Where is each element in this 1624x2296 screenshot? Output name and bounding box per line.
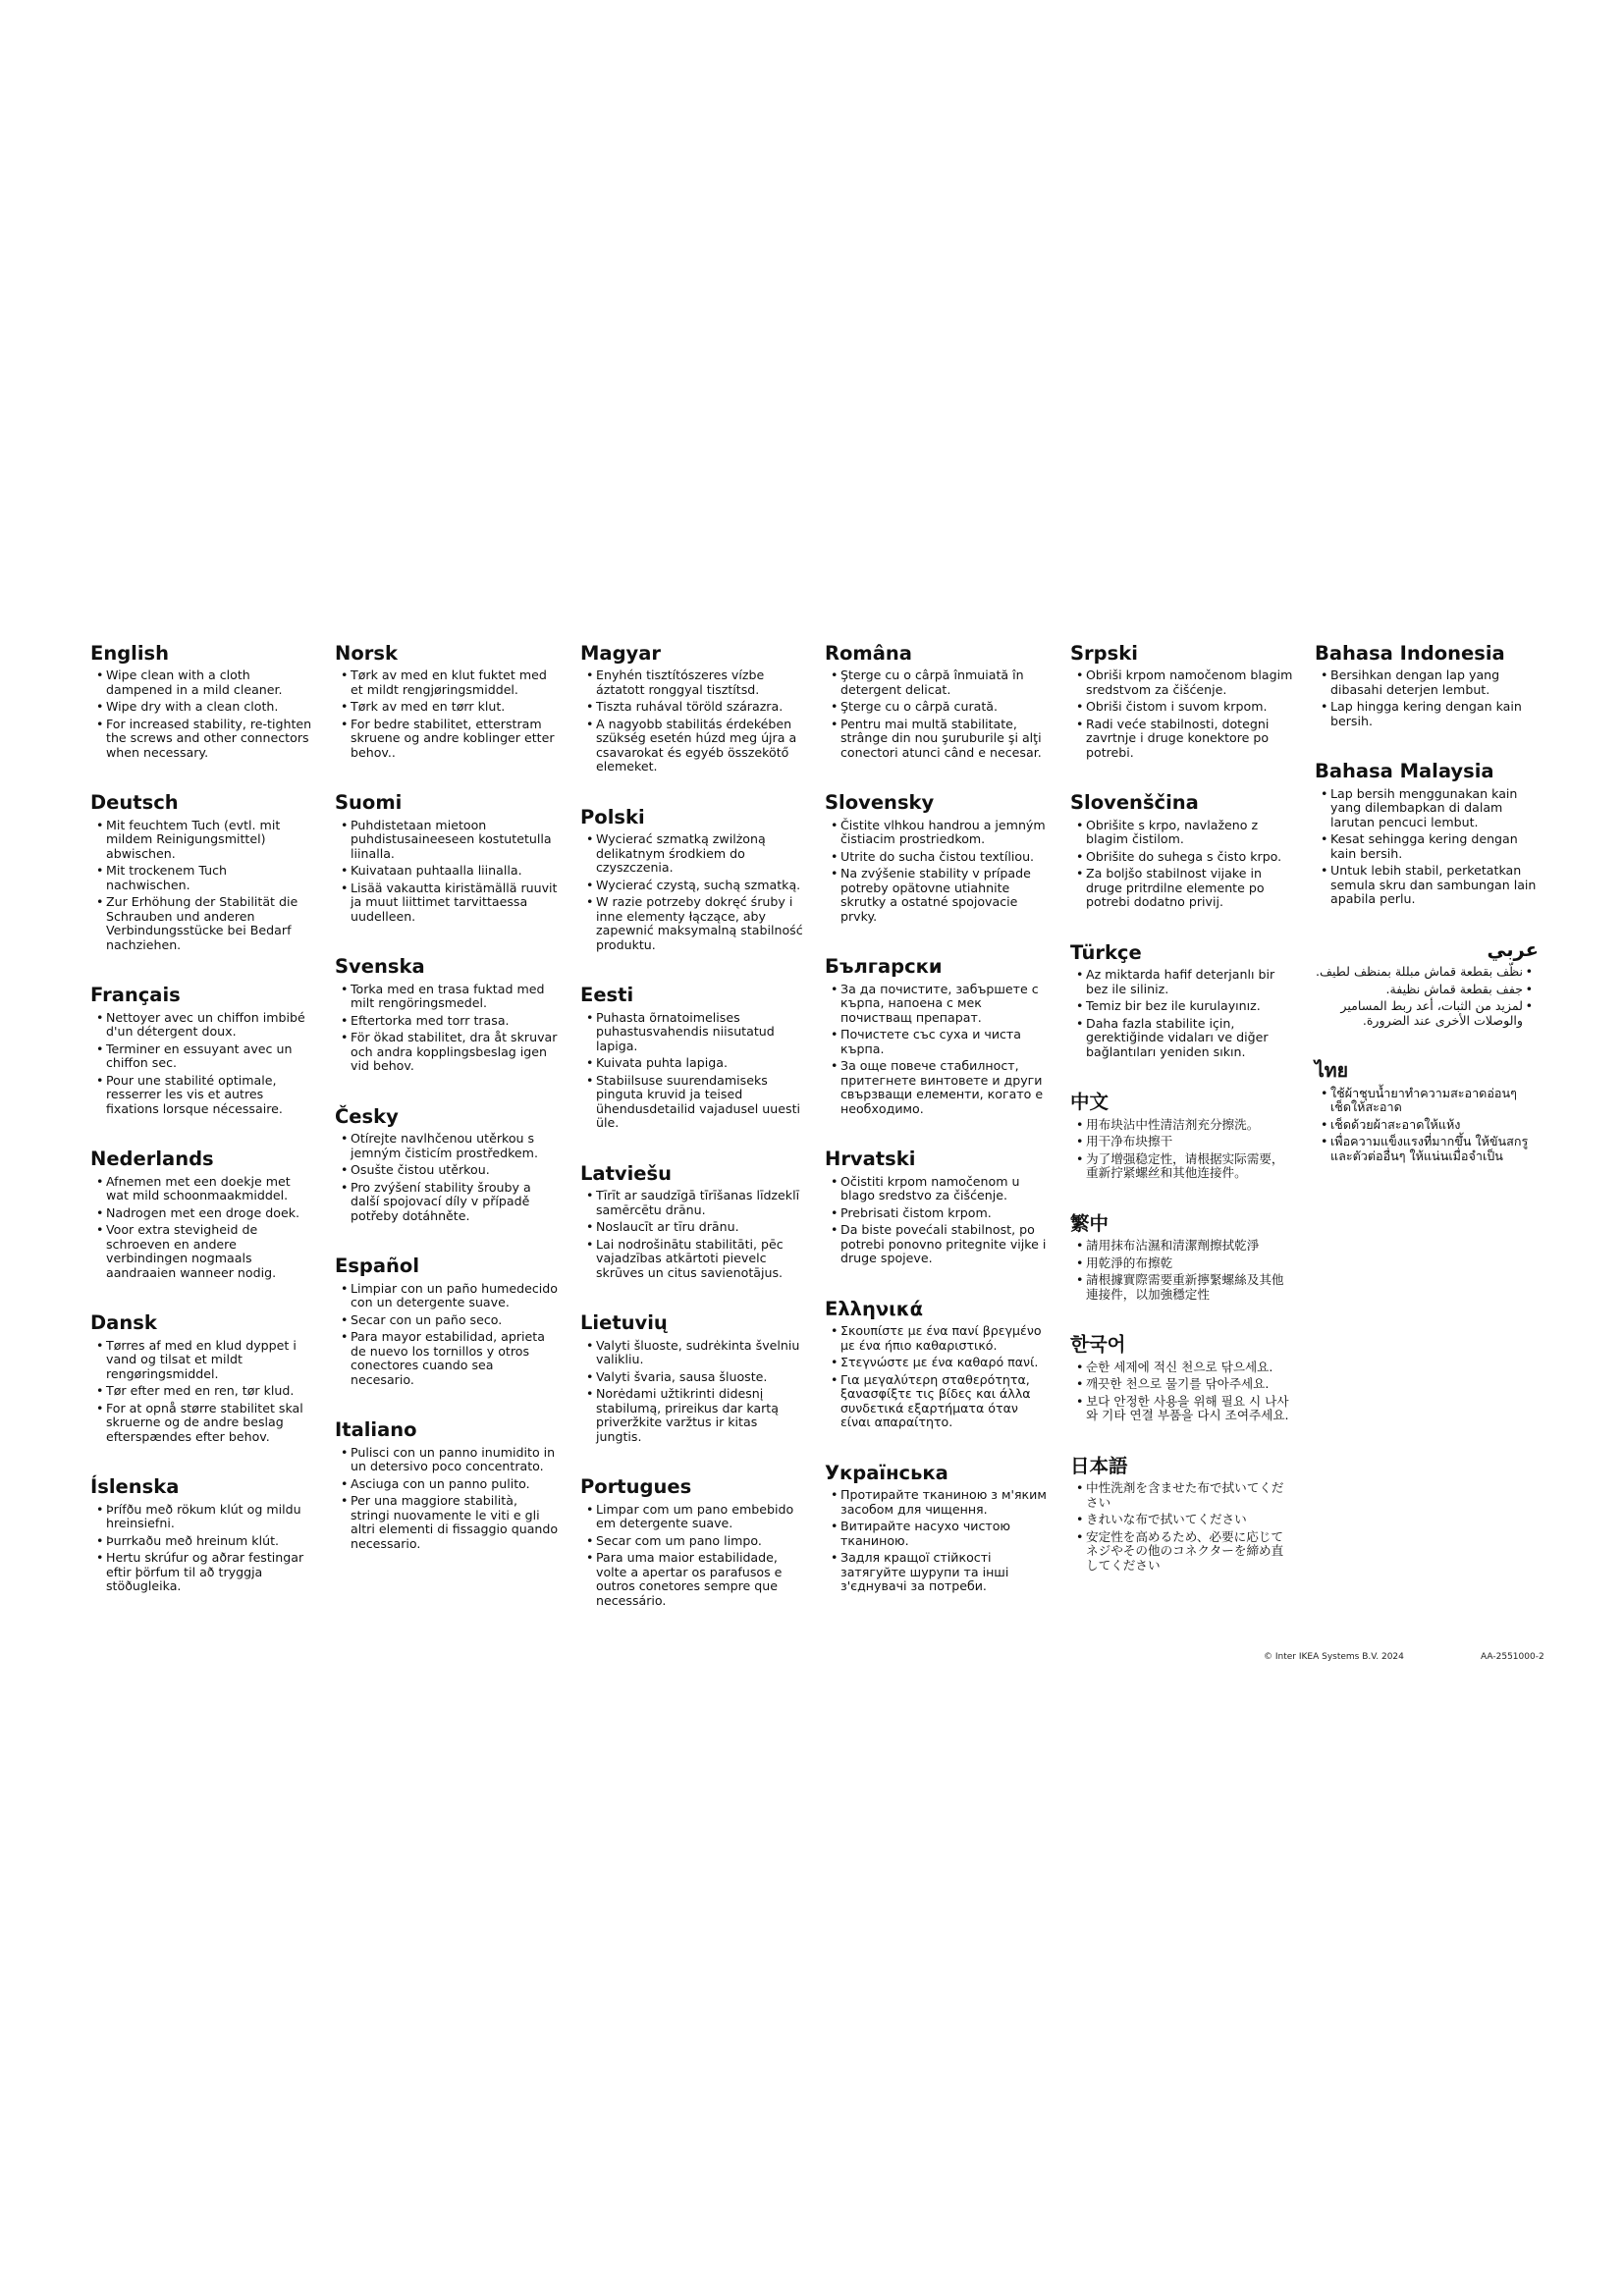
instruction-item: • Az miktarda hafif deterjanlı bir bez ile siliniz.: [1070, 968, 1294, 996]
instruction-item: • Obriši čistom i suvom krpom.: [1070, 700, 1294, 715]
instruction-list: [335, 1132, 559, 1223]
language-block: [825, 1463, 1049, 1594]
instruction-item: • Задля кращої стійкості затягуйте шурупи та інші з'єднувачі за потреби.: [825, 1551, 1049, 1594]
instruction-item: • 安定性を高めるため、必要に応じてネジやその他のコネクターを締め直してください: [1070, 1530, 1294, 1574]
instruction-item: • Limpiar con un paño humedecido con un detergente suave.: [335, 1282, 559, 1310]
instruction-list: [335, 1282, 559, 1388]
instruction-item: • Norėdami užtikrinti didesnį stabilumą, prireikus dar kartą priveržkite varžtus ir kitas jungtis.: [580, 1387, 804, 1444]
instruction-item: • Čistite vlhkou handrou a jemným čistiacim prostriedkom.: [825, 819, 1049, 847]
instruction-list: [1070, 668, 1294, 760]
language-title: Ελληνικά: [825, 1297, 924, 1320]
instruction-list: [1315, 1087, 1539, 1164]
language-block: [90, 1312, 314, 1444]
language-block: [825, 1148, 1049, 1265]
instruction-item: • Puhdistetaan mietoon puhdistusaineeseen kostutetulla liinalla.: [335, 819, 559, 862]
instruction-item: • 为了增强稳定性，请根据实际需要，重新拧紧螺丝和其他连接件。: [1070, 1152, 1294, 1181]
instruction-list: [1315, 668, 1539, 728]
instruction-item: • Tīrīt ar saudzīgā tīrīšanas līdzeklī samērcētu drānu.: [580, 1189, 804, 1217]
instruction-item: • Temiz bir bez ile kurulayınız.: [1070, 999, 1294, 1014]
instruction-item: • За да почистите, забършете с кърпа, напоена с мек почистващ препарат.: [825, 983, 1049, 1026]
instruction-list: [90, 668, 314, 760]
language-block: [580, 1163, 804, 1280]
language-title: Bahasa Indonesia: [1315, 642, 1505, 665]
language-block: [335, 643, 559, 760]
instruction-item: • Obrišite do suhega s čisto krpo.: [1070, 850, 1294, 865]
language-title: Magyar: [580, 642, 662, 665]
instruction-item: • Nettoyer avec un chiffon imbibé d'un détergent doux.: [90, 1011, 314, 1040]
instruction-item: • เพื่อความแข็งแรงที่มากขึ้น ให้ขันสกรูและตัวต่ออื่นๆ ให้แน่นเมื่อจำเป็น: [1315, 1135, 1539, 1163]
instruction-item: • Para uma maior estabilidade, volte a apertar os parafusos e outros conetores sempre que necessário.: [580, 1551, 804, 1608]
instruction-item: • Στεγνώστε με ένα καθαρό πανί.: [825, 1356, 1049, 1370]
instruction-item: • Terminer en essuyant avec un chiffon sec.: [90, 1042, 314, 1071]
language-block: [825, 1299, 1049, 1430]
language-title: Íslenska: [90, 1475, 180, 1499]
instruction-item: • Şterge cu o cârpă curată.: [825, 700, 1049, 715]
instruction-item: • Kesat sehingga kering dengan kain bersih.: [1315, 832, 1539, 861]
instruction-item: • Stabiilsuse suurendamiseks pinguta kruvid ja teised ühendusdetailid vajadusel uuesti üle.: [580, 1074, 804, 1131]
language-block: [90, 985, 314, 1116]
instruction-list: [580, 668, 804, 774]
instruction-list: [335, 819, 559, 925]
language-title: Lietuvių: [580, 1311, 668, 1335]
instruction-list: [1070, 1239, 1294, 1302]
language-title: Italiano: [335, 1418, 417, 1442]
language-block: [335, 1419, 559, 1551]
instruction-item: • Obriši krpom namočenom blagim sredstvom za čišćenje.: [1070, 668, 1294, 697]
instruction-list: [90, 1175, 314, 1281]
instruction-item: • Hertu skrúfur og aðrar festingar eftir þörfum til að tryggja stöðugleika.: [90, 1551, 314, 1594]
instruction-list: [1070, 968, 1294, 1059]
language-block: [90, 1148, 314, 1280]
instruction-list: [825, 1488, 1049, 1594]
instruction-list: [580, 1011, 804, 1131]
instruction-item: • 깨끗한 천으로 물기를 닦아주세요.: [1070, 1377, 1294, 1392]
instruction-item: • Þrífðu með rökum klút og mildu hreinsiefni.: [90, 1503, 314, 1531]
language-column: [1070, 643, 1294, 1605]
instruction-item: • Da biste povećali stabilnost, po potrebi ponovno pritegnite vijke i druge spojeve.: [825, 1223, 1049, 1266]
instruction-item: • Otírejte navlhčenou utěrkou s jemným čisticím prostředkem.: [335, 1132, 559, 1160]
instruction-list: [335, 983, 559, 1074]
instruction-item: • Para mayor estabilidad, aprieta de nuevo los tornillos y otros conectores cuando sea necesario.: [335, 1330, 559, 1387]
language-title: Bahasa Malaysia: [1315, 760, 1494, 783]
language-block: [90, 1476, 314, 1593]
language-block: [580, 807, 804, 952]
instruction-item: • For at opnå større stabilitet skal skruerne og de andre beslag efterspændes efter behov.: [90, 1402, 314, 1445]
instruction-item: • لمزيد من الثبات، أعد ربط المسامير والوصلات الأخرى عند الضرورة.: [1315, 999, 1539, 1028]
instruction-item: • Tørk av med en klut fuktet med et mildt rengjøringsmiddel.: [335, 668, 559, 697]
instruction-item: • A nagyobb stabilitás érdekében szükség esetén húzd meg újra a csavarokat és egyéb összekötő elemeket.: [580, 718, 804, 774]
instruction-item: • Afnemen met een doekje met wat mild schoonmaakmiddel.: [90, 1175, 314, 1203]
language-block: [1315, 761, 1539, 906]
language-title: Polski: [580, 805, 645, 828]
instruction-item: • Pentru mai multă stabilitate, strânge din nou şuruburile şi alţi conectori atunci când e necesar.: [825, 718, 1049, 761]
instruction-list: [1070, 1481, 1294, 1573]
language-title: Français: [90, 984, 181, 1007]
instruction-item: • Pro zvýšení stability šrouby a další spojovací díly v případě potřeby dotáhněte.: [335, 1181, 559, 1224]
instruction-item: • 請根據實際需要重新擰緊螺絲及其他連接件，以加強穩定性: [1070, 1273, 1294, 1302]
language-block: [1070, 1456, 1294, 1573]
language-title: عربي: [1487, 937, 1539, 961]
language-title: Česky: [335, 1104, 399, 1128]
language-title: Româna: [825, 642, 912, 665]
instruction-item: • Lai nodrošinātu stabilitāti, pēc vajadzības atkārtoti pievelc skrūves un citus savienotājus.: [580, 1238, 804, 1281]
language-title: 日本語: [1070, 1454, 1128, 1477]
language-block: [580, 985, 804, 1130]
instruction-item: • Протирайте тканиною з м'яким засобом для чищення.: [825, 1488, 1049, 1517]
instruction-item: • Voor extra stevigheid de schroeven en andere verbindingen nogmaals aandraaien wanneer nodig.: [90, 1223, 314, 1280]
language-block: [580, 643, 804, 774]
instruction-list: [90, 819, 314, 953]
language-block: [1070, 942, 1294, 1059]
instruction-item: • Pulisci con un panno inumidito in un detersivo poco concentrato.: [335, 1446, 559, 1474]
language-title: Українська: [825, 1461, 948, 1484]
instruction-list: [90, 1503, 314, 1594]
language-title: 繁中: [1070, 1211, 1110, 1235]
instruction-list: [825, 1175, 1049, 1266]
instruction-item: • Mit feuchtem Tuch (evtl. mit mildem Reinigungsmittel) abwischen.: [90, 819, 314, 862]
language-block: [335, 1106, 559, 1223]
language-title: English: [90, 642, 170, 665]
instruction-item: • Şterge cu o cârpă înmuiată în detergent delicat.: [825, 668, 1049, 697]
language-block: [1070, 1334, 1294, 1422]
instruction-item: • Tiszta ruhával töröld szárazra.: [580, 700, 804, 715]
instruction-item: • Očistiti krpom namočenom u blago sredstvo za čišćenje.: [825, 1175, 1049, 1203]
instruction-item: • Per una maggiore stabilità, stringi nuovamente le viti e gli altri elementi di fissaggio quando necessario.: [335, 1494, 559, 1551]
instruction-item: • Bersihkan dengan lap yang dibasahi deterjen lembut.: [1315, 668, 1539, 697]
language-block: [580, 1312, 804, 1444]
instruction-list: [1070, 1361, 1294, 1423]
language-title: Slovenščina: [1070, 791, 1199, 815]
instruction-item: • Tør efter med en ren, tør klud.: [90, 1384, 314, 1399]
language-title: Deutsch: [90, 791, 179, 815]
instruction-list: [825, 1324, 1049, 1430]
language-block: [1070, 643, 1294, 760]
instruction-item: • Tørk av med en tørr klut.: [335, 700, 559, 715]
instruction-item: • Kuivata puhta lapiga.: [580, 1056, 804, 1071]
language-block: [825, 792, 1049, 924]
language-block: [1315, 939, 1539, 1028]
instruction-list: [1315, 965, 1539, 1028]
instruction-item: • Витирайте насухо чистою тканиною.: [825, 1520, 1049, 1548]
instruction-list: [90, 1011, 314, 1117]
instruction-list: [825, 819, 1049, 925]
instruction-item: • Mit trockenem Tuch nachwischen.: [90, 864, 314, 892]
language-block: [825, 956, 1049, 1116]
instruction-item: • 用乾淨的布擦乾: [1070, 1256, 1294, 1271]
language-title: Slovensky: [825, 791, 935, 815]
language-title: Latviešu: [580, 1161, 673, 1185]
instruction-item: • Puhasta õrnatoimelises puhastusvahendis niisutatud lapiga.: [580, 1011, 804, 1054]
instruction-item: • Obrišite s krpo, navlaženo z blagim čistilom.: [1070, 819, 1294, 847]
language-title: Eesti: [580, 984, 634, 1007]
instruction-item: • Daha fazla stabilite için, gerektiğinde vidaları ve diğer bağlantıları yeniden sıkın.: [1070, 1017, 1294, 1060]
instruction-item: • Lap hingga kering dengan kain bersih.: [1315, 700, 1539, 728]
instruction-list: [580, 1503, 804, 1609]
instruction-item: • Valyti šluoste, sudrėkinta švelniu valikliu.: [580, 1339, 804, 1367]
language-title: Türkçe: [1070, 940, 1142, 964]
language-column: [825, 643, 1049, 1627]
language-title: Español: [335, 1255, 420, 1278]
language-title: Suomi: [335, 791, 403, 815]
instruction-item: • För ökad stabilitet, dra åt skruvar och andra kopplingsbeslag igen vid behov.: [335, 1031, 559, 1074]
language-block: [90, 643, 314, 760]
instruction-list: [1070, 819, 1294, 910]
language-title: Dansk: [90, 1311, 157, 1335]
instruction-item: • Eftertorka med torr trasa.: [335, 1014, 559, 1029]
instruction-item: • نظّف بقطعة قماش مبللة بمنظف لطيف.: [1315, 965, 1539, 980]
instruction-list: [825, 983, 1049, 1117]
instruction-item: • Valyti švaria, sausa šluoste.: [580, 1370, 804, 1385]
instruction-item: • Lap bersih menggunakan kain yang dilembapkan di dalam larutan pencuci lembut.: [1315, 787, 1539, 830]
instruction-item: • Secar com um pano limpo.: [580, 1534, 804, 1549]
copyright-notice: © Inter IKEA Systems B.V. 2024: [1264, 1652, 1404, 1662]
instruction-item: • جفف بقطعة قماش نظيفة.: [1315, 983, 1539, 997]
instruction-item: • 中性洗剤を含ませた布で拭いてください: [1070, 1481, 1294, 1510]
instruction-item: • 請用抹布沾濕和清潔劑擦拭乾淨: [1070, 1239, 1294, 1254]
language-title: 中文: [1070, 1091, 1110, 1114]
language-block: [1070, 792, 1294, 909]
language-column: [1315, 643, 1539, 1196]
instruction-item: • きれいな布で拭いてください: [1070, 1513, 1294, 1527]
instruction-item: • Untuk lebih stabil, perketatkan semula skru dan sambungan lain apabila perlu.: [1315, 864, 1539, 907]
language-block: [1070, 1213, 1294, 1302]
language-title: Portugues: [580, 1475, 692, 1499]
language-block: [1315, 643, 1539, 728]
instruction-item: • Wipe dry with a clean cloth.: [90, 700, 314, 715]
instruction-item: • For increased stability, re-tighten the screws and other connectors when necessary.: [90, 718, 314, 761]
language-block: [580, 1476, 804, 1608]
instruction-item: • Wipe clean with a cloth dampened in a mild cleaner.: [90, 668, 314, 697]
instruction-item: • Secar con un paño seco.: [335, 1313, 559, 1328]
instruction-item: • Torka med en trasa fuktad med milt rengöringsmedel.: [335, 983, 559, 1011]
language-title: Srpski: [1070, 642, 1138, 665]
instruction-item: • Limpar com um pano embebido em detergente suave.: [580, 1503, 804, 1531]
language-block: [335, 1255, 559, 1387]
instruction-item: • Nadrogen met een droge doek.: [90, 1206, 314, 1221]
instruction-item: • For bedre stabilitet, etterstram skruene og andre koblinger etter behov..: [335, 718, 559, 761]
language-block: [1315, 1060, 1539, 1163]
instruction-item: • Asciuga con un panno pulito.: [335, 1477, 559, 1492]
instruction-item: • Prebrisati čistom krpom.: [825, 1206, 1049, 1221]
language-block: [335, 792, 559, 924]
instruction-list: [335, 1446, 559, 1552]
instruction-item: • Þurrkaðu með hreinum klút.: [90, 1534, 314, 1549]
language-block: [825, 643, 1049, 760]
language-title: Български: [825, 955, 943, 979]
instruction-item: • เช็ดด้วยผ้าสะอาดให้แห้ง: [1315, 1118, 1539, 1133]
instruction-item: • 用布块沾中性清洁剂充分擦洗。: [1070, 1118, 1294, 1133]
instruction-item: • 순한 세제에 적신 천으로 닦으세요.: [1070, 1361, 1294, 1375]
language-block: [1070, 1092, 1294, 1180]
instruction-item: • Osušte čistou utěrkou.: [335, 1163, 559, 1178]
instruction-list: [90, 1339, 314, 1445]
instruction-item: • Tørres af med en klud dyppet i vand og tilsat et mildt rengøringsmiddel.: [90, 1339, 314, 1382]
instruction-item: • Pour une stabilité optimale, resserrer les vis et autres fixations lorsque nécessaire.: [90, 1074, 314, 1117]
instruction-item: • Noslaucīt ar tīru drānu.: [580, 1220, 804, 1235]
instruction-list: [580, 1189, 804, 1280]
language-block: [90, 792, 314, 952]
instruction-item: • Lisää vakautta kiristämällä ruuvit ja muut liittimet tarvittaessa uudelleen.: [335, 881, 559, 925]
instruction-list: [1070, 1118, 1294, 1181]
language-column: [335, 643, 559, 1583]
language-block: [335, 956, 559, 1073]
language-title: ไทย: [1315, 1059, 1349, 1083]
instruction-item: • Kuivataan puhtaalla liinalla.: [335, 864, 559, 879]
instruction-item: • За още повече стабилност, притегнете винтовете и други свързващи елементи, когато е необходимо.: [825, 1059, 1049, 1116]
instruction-item: • Enyhén tisztítószeres vízbe áztatott ronggyal tisztítsd.: [580, 668, 804, 697]
language-title: Hrvatski: [825, 1148, 916, 1171]
language-title: Svenska: [335, 955, 425, 979]
instruction-item: • Wycierać czystą, suchą szmatką.: [580, 879, 804, 893]
language-title: Nederlands: [90, 1148, 214, 1171]
instruction-list: [580, 1339, 804, 1445]
instruction-item: • Na zvýšenie stability v prípade potreby opätovne utiahnite skrutky a ostatné spojovacie prvky.: [825, 867, 1049, 924]
instruction-item: • Zur Erhöhung der Stabilität die Schrauben und anderen Verbindungsstücke bei Bedarf nachziehen.: [90, 895, 314, 952]
instruction-item: • 보다 안정한 사용을 위해 필요 시 나사와 기타 연결 부품을 다시 조여주세요.: [1070, 1395, 1294, 1423]
instruction-list: [335, 668, 559, 760]
instruction-item: • Radi veće stabilnosti, dotegni zavrtnje i druge konektore po potrebi.: [1070, 718, 1294, 761]
instruction-item: • W razie potrzeby dokręć śruby i inne elementy łączące, aby zapewnić maksymalną stabilność produktu.: [580, 895, 804, 952]
instruction-item: • Wycierać szmatką zwilżoną delikatnym środkiem do czyszczenia.: [580, 832, 804, 876]
instruction-item: • Почистете със суха и чиста кърпа.: [825, 1028, 1049, 1056]
language-title: 한국어: [1070, 1333, 1126, 1357]
instruction-list: [1315, 787, 1539, 907]
language-title: Norsk: [335, 642, 398, 665]
document-code: AA-2551000-2: [1481, 1652, 1544, 1662]
instruction-list: [825, 668, 1049, 760]
instruction-item: • Utrite do sucha čistou textíliou.: [825, 850, 1049, 865]
language-column: [580, 643, 804, 1640]
instruction-item: • Za boljšo stabilnost vijake in druge pritrdilne elemente po potrebi dodatno privij.: [1070, 867, 1294, 910]
instruction-item: • Για μεγαλύτερη σταθερότητα, ξανασφίξτε τις βίδες και άλλα συνδετικά εξαρτήματα όταν είναι απαραίτητο.: [825, 1373, 1049, 1430]
instruction-item: • 用干净布块擦干: [1070, 1135, 1294, 1149]
instruction-item: • ใช้ผ้าชุบน้ำยาทำความสะอาดอ่อนๆ เช็ดให้สะอาด: [1315, 1087, 1539, 1115]
instruction-item: • Σκουπίστε με ένα πανί βρεγμένο με ένα ήπιο καθαριστικό.: [825, 1324, 1049, 1353]
language-column: [90, 643, 314, 1627]
instruction-list: [580, 832, 804, 952]
